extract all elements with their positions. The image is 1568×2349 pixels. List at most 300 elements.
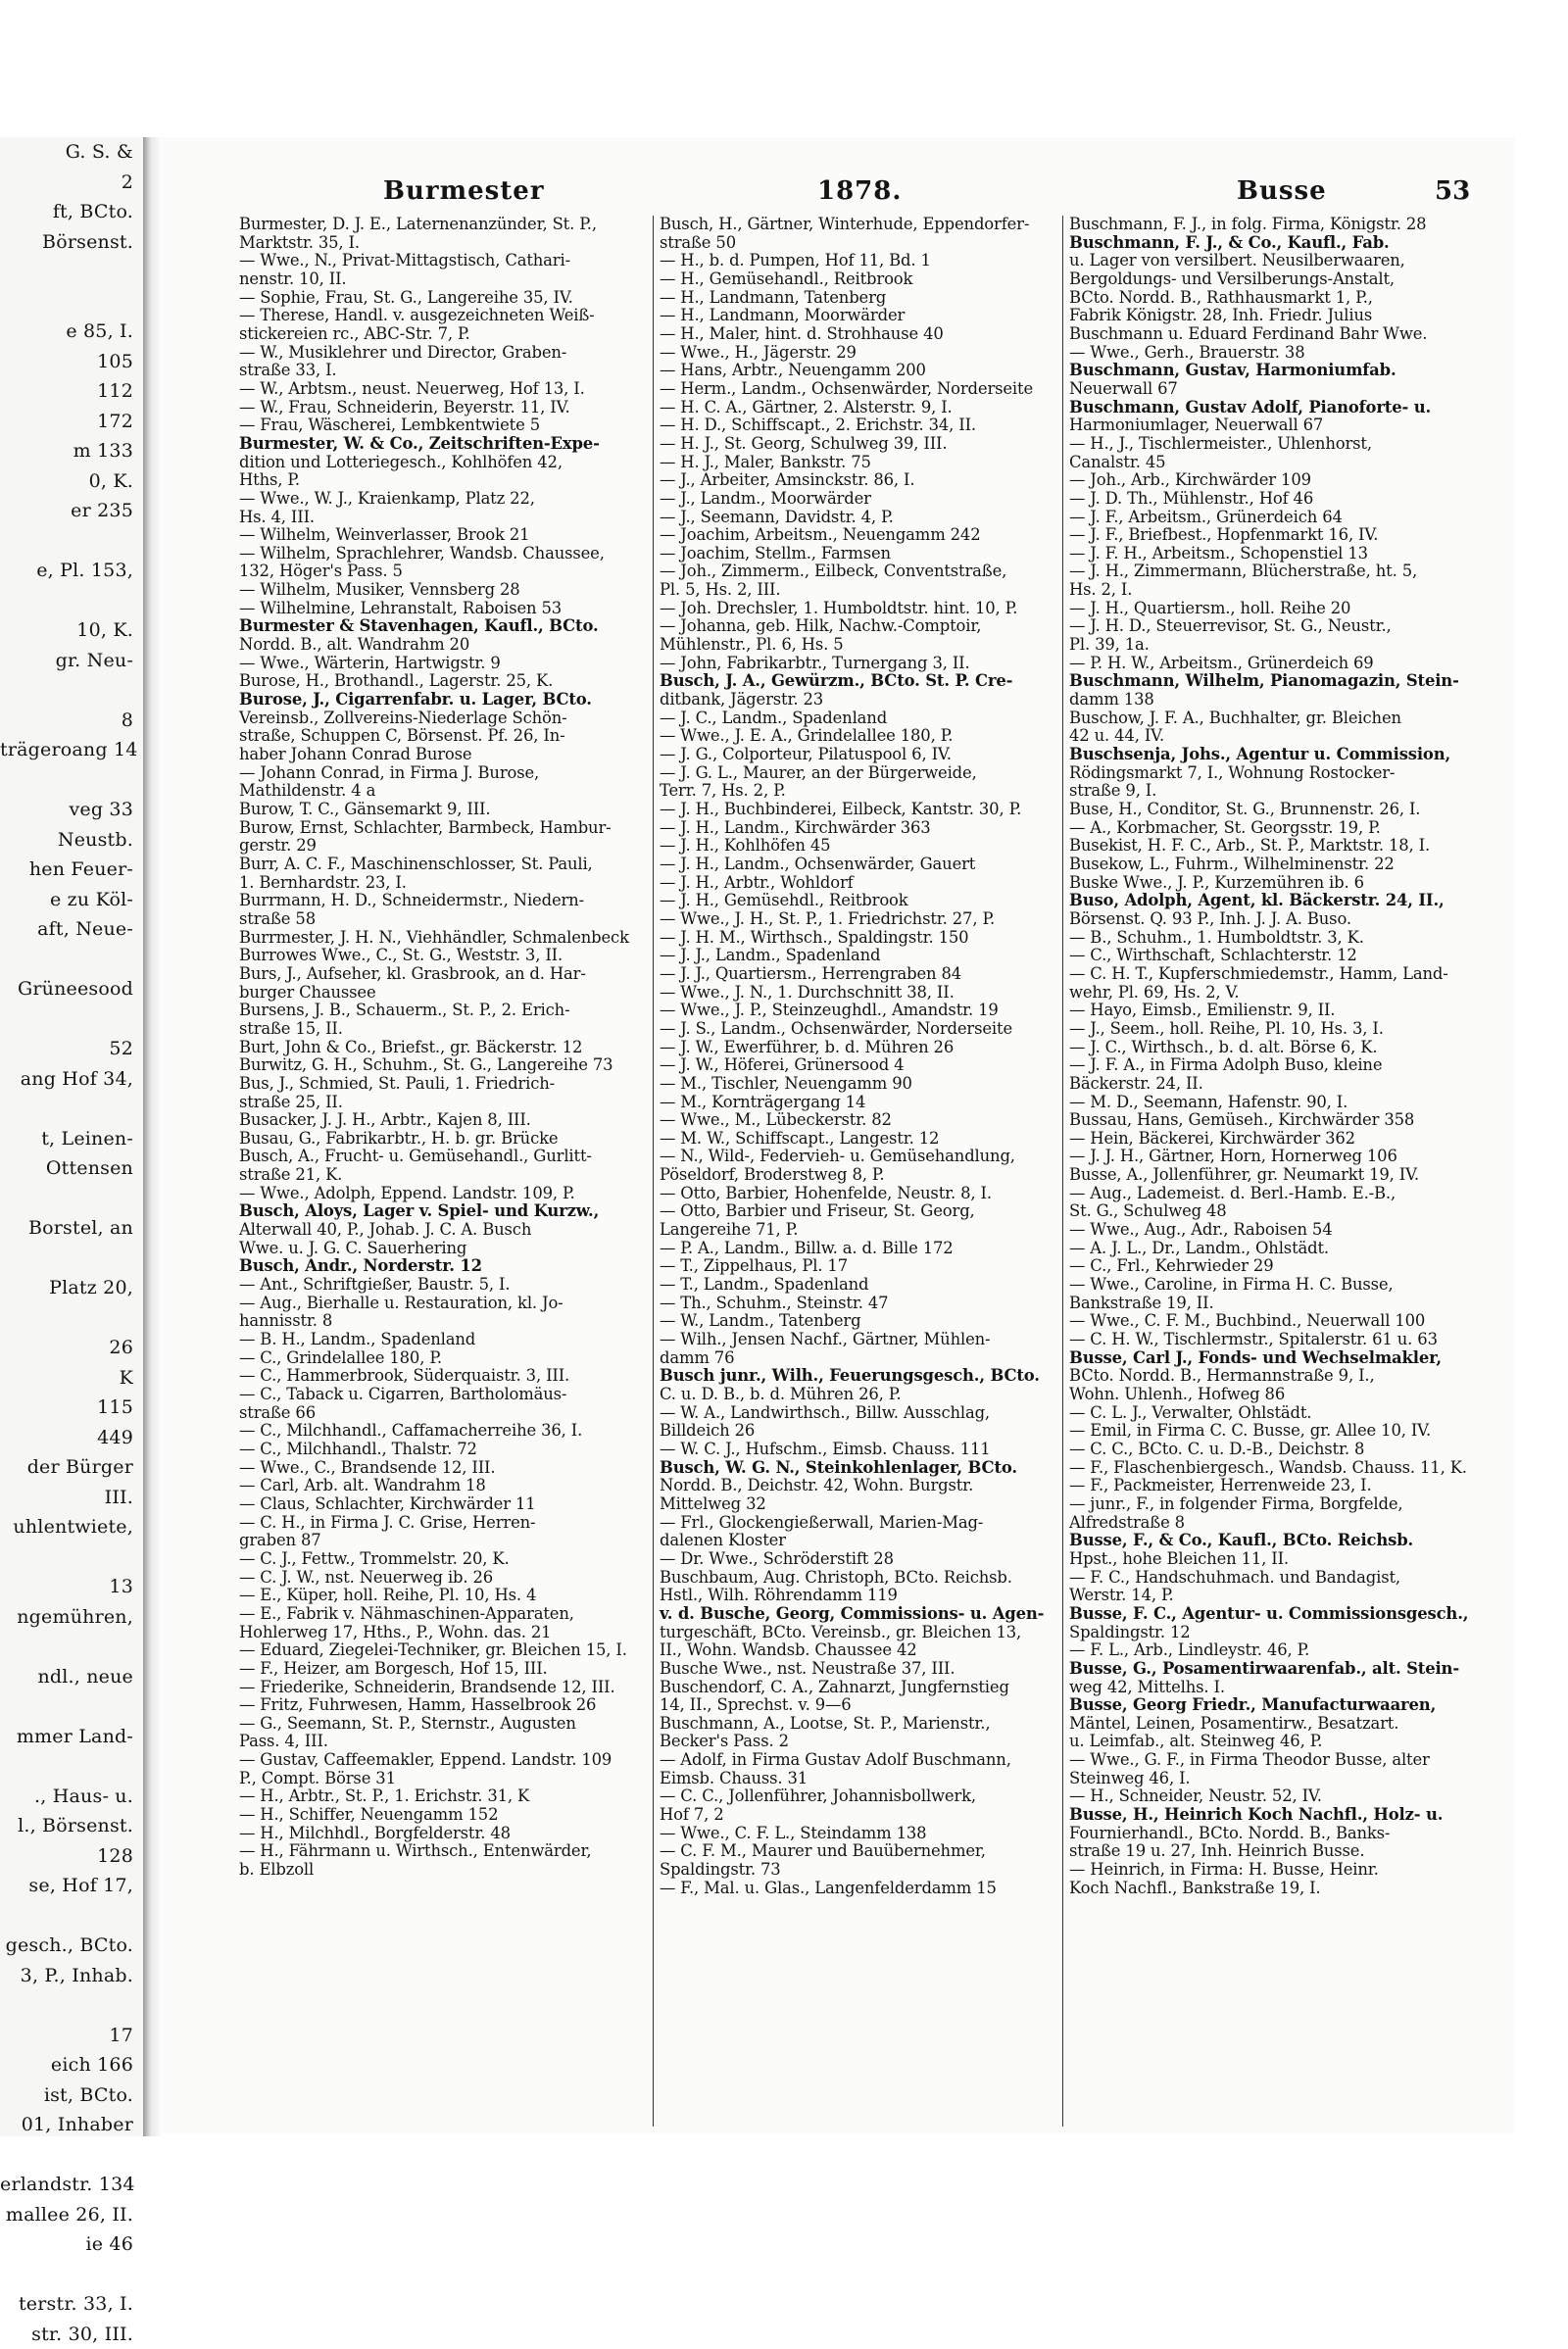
directory-line: — J. C., Wirthsch., b. d. alt. Börse 6, K. <box>1069 1039 1471 1057</box>
previous-page-line: ., Haus- u. <box>0 1782 143 1812</box>
directory-line: Hpst., hohe Bleichen 11, II. <box>1069 1550 1471 1569</box>
previous-page-line: 105 <box>0 347 143 377</box>
directory-line: — Adolf, in Firma Gustav Adolf Buschmann, <box>660 1751 1061 1770</box>
previous-page-line: 52 <box>0 1034 143 1064</box>
previous-page-line <box>0 2140 143 2171</box>
directory-line: Buschendorf, C. A., Zahnarzt, Jungfernstieg <box>660 1679 1061 1697</box>
directory-line: — C., Taback u. Cigarren, Bartholomäus- <box>239 1386 647 1404</box>
previous-page-line: 13 <box>0 1572 143 1602</box>
directory-line: Rödingsmarkt 7, I., Wohnung Rostocker- <box>1069 764 1471 783</box>
previous-page-line <box>0 765 143 796</box>
directory-line: — H. J., Maler, Bankstr. 75 <box>660 454 1061 472</box>
directory-line: Busch, Andr., Norderstr. 12 <box>239 1257 647 1276</box>
directory-line: Burow, Ernst, Schlachter, Barmbeck, Hambur- <box>239 819 647 838</box>
directory-line: — J. J. H., Gärtner, Horn, Hornerweg 106 <box>1069 1148 1471 1166</box>
directory-line: — C., Milchhandl., Thalstr. 72 <box>239 1441 647 1459</box>
directory-line: — H. C. A., Gärtner, 2. Alsterstr. 9, I. <box>660 399 1061 417</box>
previous-page-line: t, Leinen- <box>0 1124 143 1154</box>
directory-line: u. Lager von versilbert. Neusilberwaaren, <box>1069 252 1471 270</box>
directory-line: — Wilhelm, Weinverlasser, Brook 21 <box>239 526 647 545</box>
directory-line: — C., Grindelallee 180, P. <box>239 1349 647 1368</box>
directory-line: — Joh., Arb., Kirchwärder 109 <box>1069 471 1471 490</box>
directory-line: Busse, Georg Friedr., Manufacturwaaren, <box>1069 1696 1471 1715</box>
directory-line: dition und Lotteriegesch., Kohlhöfen 42, <box>239 454 647 472</box>
directory-line: wehr, Pl. 69, Hs. 2, V. <box>1069 984 1471 1003</box>
directory-line: Hs. 2, I. <box>1069 581 1471 600</box>
directory-line: Becker's Pass. 2 <box>660 1733 1061 1751</box>
directory-line: — J., Landm., Moorwärder <box>660 490 1061 509</box>
directory-line: Busse, F. C., Agentur- u. Commissionsgesch., <box>1069 1605 1471 1624</box>
directory-line: — junr., F., in folgender Firma, Borgfelde, <box>1069 1495 1471 1514</box>
previous-page-line: 112 <box>0 376 143 407</box>
directory-line: Wwe. u. J. G. C. Sauerhering <box>239 1240 647 1258</box>
directory-line: Buschmann, Gustav, Harmoniumfab. <box>1069 362 1471 380</box>
directory-line: — J. H., Landm., Ochsenwärder, Gauert <box>660 856 1061 874</box>
directory-line: — J., Arbeiter, Amsinckstr. 86, I. <box>660 471 1061 490</box>
previous-page-line: G. S. & <box>0 137 143 168</box>
directory-line: — J. H., Arbtr., Wohldorf <box>660 874 1061 893</box>
previous-page-line <box>0 2260 143 2290</box>
directory-line: Pass. 4, III. <box>239 1733 647 1751</box>
directory-line: — Sophie, Frau, St. G., Langereihe 35, IV. <box>239 289 647 308</box>
previous-page-line: 172 <box>0 407 143 437</box>
previous-page-line: ist, BCto. <box>0 2080 143 2111</box>
previous-page-line: 3, P., Inhab. <box>0 1961 143 1991</box>
previous-page-line <box>0 1244 143 1274</box>
directory-line: — G., Seemann, St. P., Sternstr., Augusten <box>239 1715 647 1734</box>
directory-line: — J. W., Höferei, Grünersood 4 <box>660 1056 1061 1075</box>
previous-page-line: 449 <box>0 1423 143 1453</box>
directory-line: — Fritz, Fuhrwesen, Hamm, Hasselbrook 26 <box>239 1696 647 1715</box>
previous-page-line <box>0 945 143 975</box>
directory-line: Koch Nachfl., Bankstraße 19, I. <box>1069 1880 1471 1898</box>
header-first-name: Burmester <box>383 176 545 206</box>
previous-page-line: veg 33 <box>0 795 143 825</box>
directory-line: — Aug., Bierhalle u. Restauration, kl. Jo- <box>239 1295 647 1313</box>
directory-line: straße 58 <box>239 910 647 929</box>
directory-line: Spaldingstr. 12 <box>1069 1624 1471 1642</box>
previous-page-line: gr. Neu- <box>0 646 143 676</box>
previous-page-line: 115 <box>0 1393 143 1423</box>
previous-page-line: Platz 20, <box>0 1273 143 1303</box>
directory-line: — H., Fährmann u. Wirthsch., Entenwärder, <box>239 1842 647 1861</box>
directory-line: straße 9, I. <box>1069 782 1471 801</box>
directory-line: Busch, W. G. N., Steinkohlenlager, BCto. <box>660 1459 1061 1478</box>
directory-line: Wohn. Uhlenh., Hofweg 86 <box>1069 1386 1471 1404</box>
directory-line: — Johann Conrad, in Firma J. Burose, <box>239 764 647 783</box>
directory-line: — Gustav, Caffeemakler, Eppend. Landstr. 109 <box>239 1751 647 1770</box>
directory-line: — C. F. M., Maurer und Bauübernehmer, <box>660 1842 1061 1861</box>
directory-line: straße 33, I. <box>239 362 647 380</box>
directory-line: Busch, Aloys, Lager v. Spiel- und Kurzw., <box>239 1202 647 1221</box>
directory-line: straße 66 <box>239 1404 647 1423</box>
previous-page-line: ndl., neue <box>0 1662 143 1692</box>
directory-line: — J. G. L., Maurer, an der Bürgerweide, <box>660 764 1061 783</box>
directory-line: — H., Schneider, Neustr. 52, IV. <box>1069 1787 1471 1806</box>
previous-page-line: Ottensen <box>0 1153 143 1184</box>
directory-line: Buschmann, Gustav Adolf, Pianoforte- u. <box>1069 399 1471 417</box>
directory-line: — B. H., Landm., Spadenland <box>239 1331 647 1349</box>
directory-line: — Wwe., G. F., in Firma Theodor Busse, alter <box>1069 1751 1471 1770</box>
directory-line: 42 u. 44, IV. <box>1069 727 1471 746</box>
directory-line: Burrmester, J. H. N., Viehhändler, Schmalenbeck <box>239 929 647 948</box>
previous-page-line: der Bürger <box>0 1452 143 1483</box>
directory-line: — H., Gemüsehandl., Reitbrook <box>660 270 1061 289</box>
previous-page-line: e, Pl. 153, <box>0 556 143 586</box>
directory-line: — F., Heizer, am Borgesch, Hof 15, III. <box>239 1660 647 1679</box>
column-right <box>1062 216 1471 2127</box>
directory-line: — Wwe., J. P., Steinzeughdl., Amandstr. 19 <box>660 1002 1061 1020</box>
directory-line: Buschmann, F. J., & Co., Kaufl., Fab. <box>1069 234 1471 253</box>
previous-page-fragment <box>0 137 145 2136</box>
directory-line: — W., Arbtsm., neust. Neuerweg, Hof 13, I. <box>239 380 647 399</box>
directory-line: — Wwe., M., Lübeckerstr. 82 <box>660 1111 1061 1130</box>
directory-line: — C. C., Jollenführer, Johannisbollwerk, <box>660 1787 1061 1806</box>
directory-line: Busekow, L., Fuhrm., Wilhelminenstr. 22 <box>1069 856 1471 874</box>
directory-line: b. Elbzoll <box>239 1861 647 1880</box>
directory-line: Bergoldungs- und Versilberungs-Anstalt, <box>1069 270 1471 289</box>
book-gutter <box>143 137 163 2136</box>
previous-page-line: 01, Inhaber <box>0 2110 143 2140</box>
directory-line: — W., Frau, Schneiderin, Beyerstr. 11, IV. <box>239 399 647 417</box>
directory-line: — C. H. T., Kupferschmiedemstr., Hamm, Land- <box>1069 965 1471 984</box>
directory-line: Hstl., Wilh. Röhrendamm 119 <box>660 1587 1061 1605</box>
directory-line: — C., Frl., Kehrwieder 29 <box>1069 1257 1471 1276</box>
directory-line: — Wilhelmine, Lehranstalt, Raboisen 53 <box>239 600 647 618</box>
directory-line: Burs, J., Aufseher, kl. Grasbrook, an d. Har- <box>239 965 647 984</box>
previous-page-line: hen Feuer- <box>0 855 143 885</box>
previous-page-line: trägeroang 14 <box>0 735 143 765</box>
directory-line: — Hayo, Eimsb., Emilienstr. 9, II. <box>1069 1002 1471 1020</box>
directory-line: — Emil, in Firma C. C. Busse, gr. Allee 10, IV. <box>1069 1422 1471 1441</box>
directory-line: Buso, Adolph, Agent, kl. Bäckerstr. 24, II., <box>1069 892 1471 910</box>
directory-line: Bus, J., Schmied, St. Pauli, 1. Friedrich- <box>239 1075 647 1094</box>
directory-line: damm 138 <box>1069 691 1471 710</box>
directory-line: — Wilh., Jensen Nachf., Gärtner, Mühlen- <box>660 1331 1061 1349</box>
previous-page-line <box>0 1184 143 1214</box>
directory-line: haber Johann Conrad Burose <box>239 746 647 764</box>
previous-page-line: 8 <box>0 706 143 736</box>
directory-line: graben 87 <box>239 1532 647 1550</box>
directory-line: Eimsb. Chauss. 31 <box>660 1770 1061 1788</box>
directory-line: Hths, P. <box>239 471 647 490</box>
directory-line: Busch junr., Wilh., Feuerungsgesch., BCto. <box>660 1367 1061 1386</box>
previous-page-line: 0, K. <box>0 466 143 497</box>
directory-line: — Wwe., Wärterin, Hartwigstr. 9 <box>239 655 647 673</box>
directory-line: — Joachim, Stellm., Farmsen <box>660 545 1061 563</box>
previous-page-line: mmer Land- <box>0 1722 143 1752</box>
directory-line: u. Leimfab., alt. Steinweg 46, P. <box>1069 1733 1471 1751</box>
directory-line: Mittelweg 32 <box>660 1495 1061 1514</box>
directory-line: — Joachim, Arbeitsm., Neuengamm 242 <box>660 526 1061 545</box>
directory-line: Pl. 5, Hs. 2, III. <box>660 581 1061 600</box>
previous-page-line <box>0 586 143 616</box>
previous-page-line: 17 <box>0 2021 143 2051</box>
header-last-name: Busse <box>1237 176 1327 206</box>
directory-line: — Wwe., Caroline, in Firma H. C. Busse, <box>1069 1276 1471 1295</box>
directory-line: — Wwe., J. H., St. P., 1. Friedrichstr. 27, P. <box>660 910 1061 929</box>
directory-line: — Wilhelm, Musiker, Vennsberg 28 <box>239 581 647 600</box>
directory-line: — J. H., Gemüsehdl., Reitbrook <box>660 892 1061 910</box>
directory-line: Busacker, J. J. H., Arbtr., Kajen 8, III. <box>239 1111 647 1130</box>
directory-line: Buschmann, A., Lootse, St. P., Marienstr., <box>660 1715 1061 1734</box>
directory-line: Busch, H., Gärtner, Winterhude, Eppendorfer- <box>660 216 1061 234</box>
directory-line: — A., Korbmacher, St. Georgsstr. 19, P. <box>1069 819 1471 838</box>
directory-line: — Wwe., Aug., Adr., Raboisen 54 <box>1069 1221 1471 1240</box>
directory-line: — F., Flaschenbiergesch., Wandsb. Chauss. 11, K. <box>1069 1459 1471 1478</box>
directory-line: — M., Tischler, Neuengamm 90 <box>660 1075 1061 1094</box>
previous-page-line <box>0 1691 143 1722</box>
directory-line: — Carl, Arb. alt. Wandrahm 18 <box>239 1477 647 1495</box>
directory-line: Terr. 7, Hs. 2, P. <box>660 782 1061 801</box>
previous-page-line <box>0 1751 143 1782</box>
directory-line: v. d. Busche, Georg, Commissions- u. Agen- <box>660 1605 1061 1624</box>
header-year: 1878. <box>817 176 902 206</box>
directory-line: Burrmann, H. D., Schneidermstr., Niedern- <box>239 892 647 910</box>
running-header <box>163 176 1476 216</box>
directory-line: — J. F., Arbeitsm., Grünerdeich 64 <box>1069 509 1471 527</box>
directory-line: Busse, Carl J., Fonds- und Wechselmakler, <box>1069 1349 1471 1368</box>
directory-line: Burt, John & Co., Briefst., gr. Bäckerstr. 12 <box>239 1039 647 1057</box>
previous-page-line: 10, K. <box>0 615 143 646</box>
previous-page-line: er 235 <box>0 496 143 526</box>
directory-page <box>163 137 1515 2133</box>
directory-line: — C. J. W., nst. Neuerweg ib. 26 <box>239 1569 647 1588</box>
directory-line: — J. H., Quartiersm., holl. Reihe 20 <box>1069 600 1471 618</box>
directory-line: Buschmann, F. J., in folg. Firma, Königstr. 28 <box>1069 216 1471 234</box>
directory-line: Burwitz, G. H., Schuhm., St. G., Langereihe 73 <box>239 1056 647 1075</box>
directory-line: — Wwe., Gerh., Brauerstr. 38 <box>1069 344 1471 363</box>
directory-line: Billdeich 26 <box>660 1422 1061 1441</box>
directory-line: — Aug., Lademeist. d. Berl.-Hamb. E.-B., <box>1069 1185 1471 1203</box>
directory-line: — E., Fabrik v. Nähmaschinen-Apparaten, <box>239 1605 647 1624</box>
directory-line: — J. J., Landm., Spadenland <box>660 947 1061 965</box>
directory-line: Neuerwall 67 <box>1069 380 1471 399</box>
directory-line: Bäckerstr. 24, II. <box>1069 1075 1471 1094</box>
previous-page-line <box>0 287 143 318</box>
directory-line: Burmester, D. J. E., Laternenanzünder, St. P., <box>239 216 647 234</box>
directory-line: straße 21, K. <box>239 1166 647 1185</box>
previous-page-line: ft, BCto. <box>0 197 143 227</box>
previous-page-line <box>0 1094 143 1124</box>
directory-line: — J. H. D., Steuerrevisor, St. G., Neustr., <box>1069 617 1471 636</box>
directory-line: — P. H. W., Arbeitsm., Grünerdeich 69 <box>1069 655 1471 673</box>
directory-line: — Otto, Barbier und Friseur, St. Georg, <box>660 1202 1061 1221</box>
directory-line: — F., Packmeister, Herrenweide 23, I. <box>1069 1477 1471 1495</box>
directory-line: Burr, A. C. F., Maschinenschlosser, St. Pauli, <box>239 856 647 874</box>
directory-line: — Wwe., J. N., 1. Durchschnitt 38, II. <box>660 984 1061 1003</box>
directory-line: — M. W., Schiffscapt., Langestr. 12 <box>660 1130 1061 1149</box>
previous-page-line <box>0 257 143 287</box>
previous-page-line: mallee 26, II. <box>0 2200 143 2230</box>
directory-line: — C. J., Fettw., Trommelstr. 20, K. <box>239 1550 647 1569</box>
directory-line: Nordd. B., Deichstr. 42, Wohn. Burgstr. <box>660 1477 1061 1495</box>
directory-line: — W. C. J., Hufschm., Eimsb. Chauss. 111 <box>660 1441 1061 1459</box>
directory-line: Marktstr. 35, I. <box>239 234 647 253</box>
directory-line: — Joh., Zimmerm., Eilbeck, Conventstraße, <box>660 563 1061 581</box>
directory-line: — H., Arbtr., St. P., 1. Erichstr. 31, K <box>239 1787 647 1806</box>
directory-line: — Wwe., W. J., Kraienkamp, Platz 22, <box>239 490 647 509</box>
directory-line: Pl. 39, 1a. <box>1069 636 1471 655</box>
directory-line: — W., Musiklehrer und Director, Graben- <box>239 344 647 363</box>
directory-line: Busch, J. A., Gewürzm., BCto. St. P. Cre- <box>660 672 1061 691</box>
directory-line: — J. S., Landm., Ochsenwärder, Norderseite <box>660 1020 1061 1039</box>
directory-line: Hohlerweg 17, Hths., P., Wohn. das. 21 <box>239 1624 647 1642</box>
directory-line: Harmoniumlager, Neuerwall 67 <box>1069 416 1471 435</box>
directory-line: Burose, J., Cigarrenfabr. u. Lager, BCto. <box>239 691 647 710</box>
directory-line: Hs. 4, III. <box>239 509 647 527</box>
previous-page-line <box>0 526 143 557</box>
directory-line: — Eduard, Ziegelei-Techniker, gr. Bleichen 15, I. <box>239 1641 647 1660</box>
directory-line: Bussau, Hans, Gemüseh., Kirchwärder 358 <box>1069 1111 1471 1130</box>
directory-line: BCto. Nordd. B., Hermannstraße 9, I., <box>1069 1367 1471 1386</box>
directory-line: Busse, H., Heinrich Koch Nachfl., Holz- u. <box>1069 1806 1471 1825</box>
previous-page-line: 128 <box>0 1841 143 1872</box>
directory-line: Werstr. 14, P. <box>1069 1587 1471 1605</box>
directory-line: straße, Schuppen C, Börsenst. Pf. 26, In- <box>239 727 647 746</box>
directory-line: — H., b. d. Pumpen, Hof 11, Bd. 1 <box>660 252 1061 270</box>
directory-line: Alfredstraße 8 <box>1069 1514 1471 1533</box>
directory-line: Busch, A., Frucht- u. Gemüsehandl., Gurlitt- <box>239 1148 647 1166</box>
directory-line: — Wwe., C., Brandsende 12, III. <box>239 1459 647 1478</box>
directory-line: — H., J., Tischlermeister., Uhlenhorst, <box>1069 435 1471 454</box>
previous-page-line <box>0 1542 143 1573</box>
directory-line: 14, II., Sprechst. v. 9—6 <box>660 1696 1061 1715</box>
directory-line: — Hein, Bäckerei, Kirchwärder 362 <box>1069 1130 1471 1149</box>
directory-line: straße 15, II. <box>239 1020 647 1039</box>
directory-line: C. u. D. B., b. d. Mühren 26, P. <box>660 1386 1061 1404</box>
directory-line: — C. H. W., Tischlermstr., Spitalerstr. 61 u. 63 <box>1069 1331 1471 1349</box>
directory-line: — Wwe., J. E. A., Grindelallee 180, P. <box>660 727 1061 746</box>
previous-page-line: Borstel, an <box>0 1213 143 1244</box>
directory-line: — H., Milchhdl., Borgfelderstr. 48 <box>239 1825 647 1843</box>
directory-line: — H., Schiffer, Neuengamm 152 <box>239 1806 647 1825</box>
directory-line: — J. F., Briefbest., Hopfenmarkt 16, IV. <box>1069 526 1471 545</box>
previous-page-line <box>0 1990 143 2021</box>
directory-line: — Otto, Barbier, Hohenfelde, Neustr. 8, I. <box>660 1185 1061 1203</box>
previous-page-line: erlandstr. 134 <box>0 2170 143 2200</box>
directory-line: Burow, T. C., Gänsemarkt 9, III. <box>239 801 647 819</box>
directory-line: — Friederike, Schneiderin, Brandsende 12, III. <box>239 1679 647 1697</box>
directory-line: Pöseldorf, Broderstweg 8, P. <box>660 1166 1061 1185</box>
directory-line: Busse, F., & Co., Kaufl., BCto. Reichsb. <box>1069 1532 1471 1550</box>
directory-line: stickereien rc., ABC-Str. 7, P. <box>239 325 647 344</box>
directory-line: — T., Zippelhaus, Pl. 17 <box>660 1257 1061 1276</box>
previous-page-line <box>0 1303 143 1334</box>
previous-page-line: K <box>0 1363 143 1394</box>
directory-line: Buschbaum, Aug. Christoph, BCto. Reichsb. <box>660 1569 1061 1588</box>
previous-page-line: Börsenst. <box>0 227 143 258</box>
previous-page-line: ngemühren, <box>0 1602 143 1633</box>
directory-line: straße 25, II. <box>239 1094 647 1112</box>
directory-line: Burmester & Stavenhagen, Kaufl., BCto. <box>239 617 647 636</box>
directory-line: — J., Seemann, Davidstr. 4, P. <box>660 509 1061 527</box>
directory-line: Mäntel, Leinen, Posamentirw., Besatzart. <box>1069 1715 1471 1734</box>
directory-line: — F., Mal. u. Glas., Langenfelderdamm 15 <box>660 1880 1061 1898</box>
directory-line: P., Compt. Börse 31 <box>239 1770 647 1788</box>
column-middle <box>653 216 1061 2127</box>
directory-line: — J. H., Landm., Kirchwärder 363 <box>660 819 1061 838</box>
previous-page-line <box>0 1004 143 1035</box>
directory-line: Buske Wwe., J. P., Kurzemühren ib. 6 <box>1069 874 1471 893</box>
page-number: 53 <box>1435 176 1470 206</box>
directory-line: — John, Fabrikarbtr., Turnergang 3, II. <box>660 655 1061 673</box>
previous-page-line: eich 166 <box>0 2050 143 2080</box>
directory-line: — J. G., Colporteur, Pilatuspool 6, IV. <box>660 746 1061 764</box>
directory-line: — Wwe., C. F. L., Steindamm 138 <box>660 1825 1061 1843</box>
directory-line: Busche Wwe., nst. Neustraße 37, III. <box>660 1660 1061 1679</box>
previous-page-line: se, Hof 17, <box>0 1871 143 1901</box>
previous-page-line: III. <box>0 1483 143 1513</box>
directory-line: Vereinsb., Zollvereins-Niederlage Schön- <box>239 710 647 728</box>
directory-line: hannisstr. 8 <box>239 1312 647 1331</box>
directory-line: Bursens, J. B., Schauerm., St. P., 2. Erich- <box>239 1002 647 1020</box>
directory-line: — Hans, Arbtr., Neuengamm 200 <box>660 362 1061 380</box>
directory-line: Langereihe 71, P. <box>660 1221 1061 1240</box>
directory-line: — Frau, Wäscherei, Lembkentwiete 5 <box>239 416 647 435</box>
directory-line: straße 19 u. 27, Inh. Heinrich Busse. <box>1069 1842 1471 1861</box>
directory-line: — H. J., St. Georg, Schulweg 39, III. <box>660 435 1061 454</box>
directory-line: nenstr. 10, II. <box>239 270 647 289</box>
previous-page-line: ie 46 <box>0 2229 143 2260</box>
previous-page-line: 2 <box>0 168 143 198</box>
directory-line: — Heinrich, in Firma: H. Busse, Heinr. <box>1069 1861 1471 1880</box>
previous-page-line: ang Hof 34, <box>0 1064 143 1095</box>
directory-line: — F. L., Arb., Lindleystr. 46, P. <box>1069 1641 1471 1660</box>
directory-line: — Dr. Wwe., Schröderstift 28 <box>660 1550 1061 1569</box>
directory-line: — Johanna, geb. Hilk, Nachw.-Comptoir, <box>660 617 1061 636</box>
directory-line: burger Chaussee <box>239 984 647 1003</box>
page-edge <box>1515 137 1568 2133</box>
previous-page-line: Grüneesood <box>0 974 143 1004</box>
directory-line: — H., Landmann, Moorwärder <box>660 307 1061 325</box>
directory-line: — J. W., Ewerführer, b. d. Mühren 26 <box>660 1039 1061 1057</box>
previous-page-line: l., Börsenst. <box>0 1811 143 1841</box>
directory-line: — Wwe., Adolph, Eppend. Landstr. 109, P. <box>239 1185 647 1203</box>
directory-line: Burose, H., Brothandl., Lagerstr. 25, K. <box>239 672 647 691</box>
directory-line: Busse, A., Jollenführer, gr. Neumarkt 19, IV. <box>1069 1166 1471 1185</box>
directory-line: Buschmann u. Eduard Ferdinand Bahr Wwe. <box>1069 325 1471 344</box>
directory-line: — J. C., Landm., Spadenland <box>660 710 1061 728</box>
previous-page-line: e 85, I. <box>0 317 143 347</box>
directory-line: — J. H., Kohlhöfen 45 <box>660 837 1061 856</box>
directory-line: — Frl., Glockengießerwall, Marien-Mag- <box>660 1514 1061 1533</box>
directory-line: BCto. Nordd. B., Rathhausmarkt 1, P., <box>1069 289 1471 308</box>
directory-line: — Wwe., C. F. M., Buchbind., Neuerwall 100 <box>1069 1312 1471 1331</box>
directory-line: Mühlenstr., Pl. 6, Hs. 5 <box>660 636 1061 655</box>
directory-line: — H., Maler, hint. d. Strohhause 40 <box>660 325 1061 344</box>
directory-line: Börsenst. Q. 93 P., Inh. J. J. A. Buso. <box>1069 910 1471 929</box>
previous-page-line: aft, Neue- <box>0 914 143 945</box>
directory-line: Buschsenja, Johs., Agentur u. Commission, <box>1069 746 1471 764</box>
directory-line: — Herm., Landm., Ochsenwärder, Norderseite <box>660 380 1061 399</box>
previous-page-line: uhlentwiete, <box>0 1512 143 1542</box>
directory-line: Fabrik Königstr. 28, Inh. Friedr. Julius <box>1069 307 1471 325</box>
directory-line: — M. D., Seemann, Hafenstr. 90, I. <box>1069 1094 1471 1112</box>
directory-line: — Wwe., N., Privat-Mittagstisch, Cathari- <box>239 252 647 270</box>
directory-line: — Th., Schuhm., Steinstr. 47 <box>660 1295 1061 1313</box>
directory-line: damm 76 <box>660 1349 1061 1368</box>
directory-line: Canalstr. 45 <box>1069 454 1471 472</box>
directory-line: — J. F. H., Arbeitsm., Schopenstiel 13 <box>1069 545 1471 563</box>
directory-line: Alterwall 40, P., Johab. J. C. A. Busch <box>239 1221 647 1240</box>
directory-line: — H. D., Schiffscapt., 2. Erichstr. 34, II. <box>660 416 1061 435</box>
directory-line: II., Wohn. Wandsb. Chaussee 42 <box>660 1641 1061 1660</box>
directory-line: ditbank, Jägerstr. 23 <box>660 691 1061 710</box>
previous-page-line: gesch., BCto. <box>0 1931 143 1961</box>
directory-line: — N., Wild-, Federvieh- u. Gemüsehandlung, <box>660 1148 1061 1166</box>
directory-line: Nordd. B., alt. Wandrahm 20 <box>239 636 647 655</box>
